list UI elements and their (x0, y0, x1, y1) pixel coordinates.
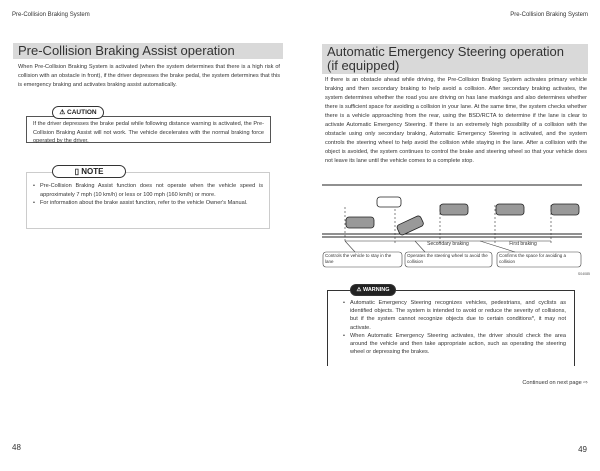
car-icon (496, 204, 524, 215)
title-line2: (if equipped) (327, 58, 400, 73)
note-item: • For information about the brake assist function, refer to the vehicle Owner's Manual. (33, 199, 263, 208)
note-box (26, 172, 270, 229)
warning-item: • Automatic Emergency Steering recognizes vehicles, pedestrians, and cyclists as identified objects. The system is intended to avoid or reduce the severity of collisions, but if the system cannot recognize objects due to certain conditions*, it may not activate. (343, 299, 566, 332)
aes-body: If there is an obstacle ahead while driving, the Pre-Collision Braking System activates primary vehicle braking and then secondary braking to help avoid a collision. After secondary braking activates, the system determines whether the road you are driving on has lane markings and also determines whether there is sufficient space for avoiding a collision in your lane. At the same time, the system checks whether there is a vehicle approaching from the rear, using the BSD/RCTA to determine if the lane is clear to activate Automatic Emergency Steering. If there is an extremely high possibility of a collision with the obstacle using only secondary braking, Automatic Emergency Steering is activated, and the system controls the steering wheel to help avoid the collision while staying in the lane. After a collision with the object is avoided, the system continues to control the brake and steering wheel so that your vehicle does not leave its lane until the vehicle comes to a complete stop. (325, 77, 587, 164)
caption-confirm-space: Confirms the space for avoiding a collision (499, 253, 567, 264)
car-icon (346, 217, 374, 228)
caution-text: If the driver depresses the brake pedal while following distance warning is activated, the Pre-Collision Braking Assist will not work. The vehicle decelerates with the normal braking force operated by the driver. (33, 121, 264, 144)
caution-label-text: CAUTION (67, 109, 97, 116)
car-icons (346, 197, 579, 236)
aes-diagram (300, 180, 600, 280)
warning-triangle-icon: ⚠ (356, 287, 362, 293)
car-icon (377, 197, 401, 207)
section-title-brake-assist: Pre-Collision Braking Assist operation (13, 43, 283, 59)
title-line1: Automatic Emergency Steering operation (327, 44, 565, 59)
running-header-right: Pre-Collision Braking System (510, 12, 588, 18)
warning-label (350, 284, 396, 296)
caution-label (52, 106, 104, 119)
car-icon (396, 215, 424, 236)
section-title-aes (322, 44, 588, 74)
note-icon: ▯ (74, 167, 79, 176)
warning-triangle-icon: ⚠ (59, 109, 66, 116)
running-header-left: Pre-Collision Braking System (12, 12, 90, 18)
continued-next-page: Continued on next page ⇨ (522, 380, 588, 386)
warning-box (327, 290, 575, 366)
page-number-left: 48 (12, 443, 21, 452)
warning-label-text: WARNING (362, 287, 390, 293)
figure-code: S04085 (577, 272, 590, 276)
note-label-text: NOTE (81, 167, 104, 176)
note-item: • Pre-Collision Braking Assist function does not operate when the vehicle speed is approximately 7 mph (10 km/h) or less or 100 mph (160 km/h) or more. (33, 182, 263, 199)
caption-stay-in-lane: Controls the vehicle to stay in the lane (325, 253, 392, 264)
car-icon (551, 204, 579, 215)
car-icon (440, 204, 468, 215)
warning-item: • When Automatic Emergency Steering activates, the driver should check the area around the vehicle and then take appropriate action, such as operating the steering wheel or depressing the brakes. (343, 332, 566, 357)
caption-steering: Operates the steering wheel to avoid the collision (407, 253, 488, 264)
first-braking-label: First braking (509, 241, 537, 247)
caution-box (26, 116, 271, 143)
note-label (52, 165, 126, 178)
brake-assist-body: When Pre-Collision Braking System is activated (when the system determines that there is a high risk of collision with an obstacle in front), if the driver depresses the brake pedal, the system determines that this is emergency braking and activates braking assist automatically. (18, 64, 280, 88)
page-number-right: 49 (578, 445, 587, 454)
secondary-braking-label: Secondary braking (427, 241, 469, 247)
